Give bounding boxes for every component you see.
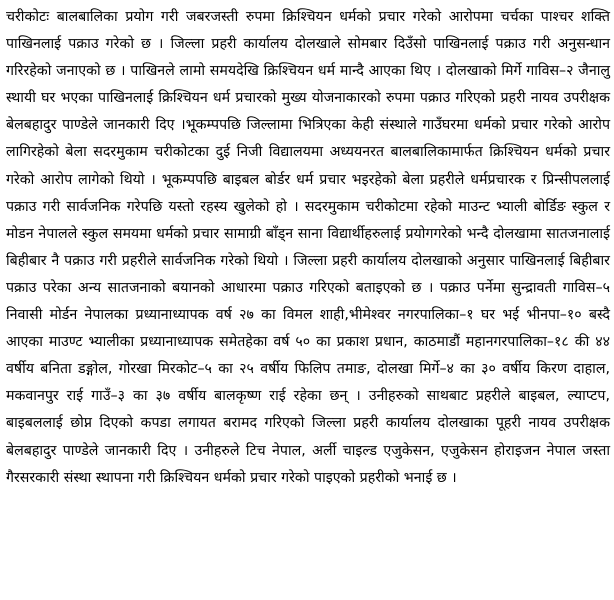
article-body: चरीकोटः बालबालिका प्रयोग गरी जबरजस्ती रुपमा क्रिश्चियन धर्मको प्रचार गरेको आरोपमा चर्चका पाश्चर शक्ति पाखिनलाई पक्राउ गरेको छ । जिल्ला प्रहरी कार्यालय दोलखाले सोमबार दिउँसो पाखिनलाई पक्राउ गरी अनुसन्धान गरिरहेको जनाएको छ । पाखिनले लामो समयदेखि क्रिश्चियन धर्म मान्दै आएका थिए । दोलखाको मिर्गे गाविस–२ जैनालु स्थायी घर भएका पाखिनलाई क्रिश्चियन धर्म प्रचारको मुख्य योजनाकारको रुपमा पक्राउ गरिएको प्रहरी नायव उपरीक्षक बेलबहादुर पाण्डेले जानकारी दिए ।भूकम्पपछि जिल्लामा भित्रिएका केही संस्थाले गाउँघरमा धर्मको प्रचार गरेको आरोप लागिरहेको बेला सदरमुकाम चरीकोटका दुई निजी विद्यालयमा अध्ययनरत बालबालिकामार्फत क्रिश्चियन धर्मको प्रचार गरेको आरोप लागेको थियो । भूकम्पपछि बाइबल बोर्डर धर्म प्रचार भइरहेको बेला प्रहरीले धर्मप्रचारक र प्रिन्सीपललाई पक्राउ गरी सार्वजनिक गरेपछि यस्तो रहस्य खुलेको हो । सदरमुकाम चरीकोटमा रहेको माउन्ट भ्याली बोर्डिङ स्कुल र मोडन नेपालले स्कुल समयमा धर्मको प्रचार सामाग्री बाँड्न साना विद्यार्थीहरुलाई प्रयोगगरेको भन्दै दोलखामा सातजनालाई बिहीबार नै पक्राउ गरी प्रहरीले सार्वजनिक गरेको थियो । जिल्ला प्रहरी कार्यालय दोलखाको अनुसार पाखिनलाई बिहीबार पक्राउ परेका अन्य सातजनाको बयानको आधारमा पक्राउ गरिएको बताइएको छ । पक्राउ पर्नेमा सुन्द्रावती गाविस–५ निवासी मोर्डन नेपालका प्रध्यानाध्यापक वर्ष २७ का विमल शाही,भीमेश्वर नगरपालिका–१ घर भई भीनपा–१० बस्दै आएका माउण्ट भ्यालीका प्रध्यानाध्यापक समेतहेका वर्ष ५० का प्रकाश प्रधान, काठमाडौं महानगरपालिका–१८ की ४४ वर्षीय बनिता डङ्गोल, गोरखा मिरकोट–५ का २५ वर्षीय फिलिप तमाङ, दोलखा मिर्गे–४ का ३० वर्षीय किरण दाहाल, मकवानपुर राई गाउँ–३ का ३७ वर्षीय बालकृष्ण राई रहेका छन् । उनीहरुको साथबाट प्रहरीले बाइबल, ल्याप्टप, बाइबललाई छोप्न दिएको कपडा लगायत बरामद गरिएको जिल्ला प्रहरी कार्यालय दोलखाका पूहरी नायव उपरीक्षक बेलबहादुर पाण्डेले जानकारी दिए । उनीहरुले टिच नेपाल, अर्ली चाइल्ड एजुकेसन, एजुकेसन होराइजन नेपाल जस्ता गैरसरकारी संस्था स्थापना गरी क्रिश्चियन धर्मको प्रचार गरेको पाइएको प्रहरीको भनाई छ ।	[6, 9, 610, 486]
